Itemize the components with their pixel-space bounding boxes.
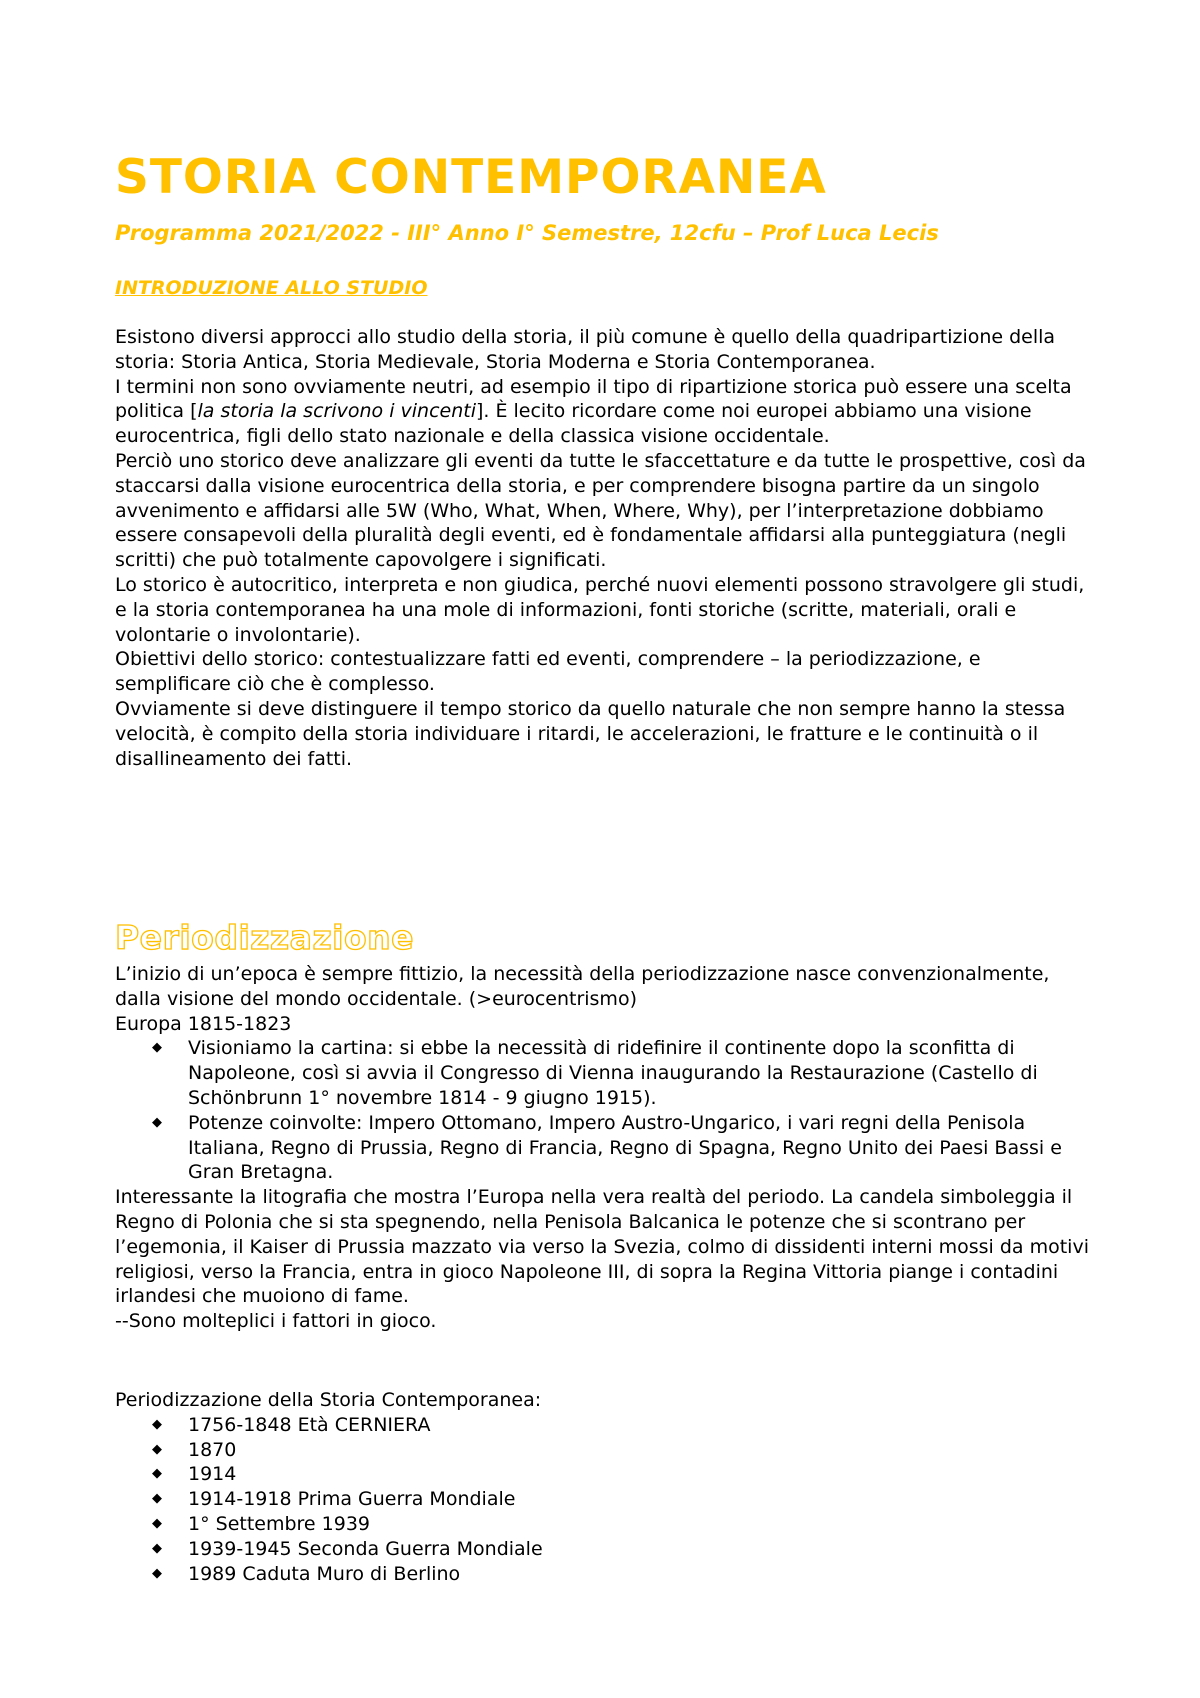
periodizzazione-paragraph: Interessante la litografia che mostra l’Europa nella vera realtà del periodo. La candela simboleggia il Regno di Polonia che si sta spegnendo, nella Penisola Balcanica le potenze che si scontrano per l’egemonia, il Kaiser di Prussia mazzato via verso la Svezia, colmo di dissidenti interni mossi da motivi religiosi, verso la Francia, entra in gioco Napoleone III, di sopra la Regina Vittoria piange i contadini irlandesi che muoiono di fame.: [115, 1186, 1089, 1308]
periodizzazione-body: [115, 962, 1095, 1334]
intro-paragraph: Perciò uno storico deve analizzare gli eventi da tutte le sfaccettature e da tutte le prospettive, così da staccarsi dalla visione eurocentrica della storia, e per comprendere bisogna partire da un singolo avvenimento e affidarsi alle 5W (Who, What, When, Where, Why), per l’interpretazione dobbiamo essere consapevoli della pluralità degli eventi, ed è fondamentale affidarsi alla punteggiatura (negli scritti) che può totalmente capovolgere i significati.: [115, 449, 1086, 572]
list-item-text: 1914-1918 Prima Guerra Mondiale: [188, 1488, 516, 1511]
list-item: [152, 1462, 1095, 1487]
list-item-text: 1° Settembre 1939: [188, 1512, 371, 1535]
diamond-bullet-icon: ◆: [152, 1540, 162, 1556]
list-item-text: 1756-1848 Età CERNIERA: [188, 1413, 431, 1436]
periods-intro: Periodizzazione della Storia Contemporanea:: [115, 1389, 542, 1411]
intro-paragraph: Obiettivi dello storico: contestualizzare fatti ed eventi, comprendere – la periodizzazione, e semplificare ciò che è complesso.: [115, 648, 981, 696]
list-item: [152, 1111, 1095, 1185]
diamond-bullet-icon: ◆: [152, 1114, 162, 1130]
list-item-text: 1870: [188, 1438, 237, 1461]
intro-paragraph: [115, 375, 1095, 449]
intro-paragraph: Lo storico è autocritico, interpreta e non giudica, perché nuovi elementi possono stravolgere gli studi, e la storia contemporanea ha una mole di informazioni, fonti storiche (scritte, materiali, orali e volontarie o involontarie).: [115, 573, 1085, 646]
list-item: [152, 1487, 1095, 1512]
list-item: [152, 1562, 1095, 1587]
list-item-text: Visioniamo la cartina: si ebbe la necessità di ridefinire il continente dopo la sconfitta di Napoleone, così si avvia il Congresso di Vienna inaugurando la Restaurazione (Castello di Schönbrunn 1° novembre 1814 - 9 giugno 1915).: [188, 1037, 1038, 1109]
list-item-text: 1914: [188, 1463, 237, 1486]
list-item-text: 1939-1945 Seconda Guerra Mondiale: [188, 1537, 543, 1560]
intro-paragraph: Esistono diversi approcci allo studio della storia, il più comune è quello della quadripartizione della storia: Storia Antica, Storia Medievale, Storia Moderna e Storia Contemporanea.: [115, 326, 1056, 373]
diamond-bullet-icon: ◆: [152, 1491, 162, 1507]
list-item-text: 1989 Caduta Muro di Berlino: [188, 1562, 461, 1585]
periodizzazione-paragraph: --Sono molteplici i fattori in gioco.: [115, 1310, 437, 1333]
intro-body: [115, 325, 1095, 771]
periods-bullet-list: [115, 1413, 1095, 1587]
intro-italic-quote: la storia la scrivono i vincenti: [197, 400, 476, 423]
diamond-bullet-icon: ◆: [152, 1040, 162, 1056]
periodizzazione-paragraph: L’inizio di un’epoca è sempre fittizio, la necessità della periodizzazione nasce convenzionalmente, dalla visione del mondo occidentale. (>eurocentrismo): [115, 963, 1050, 1010]
intro-text: I termini non sono ovviamente neutri, ad esempio il tipo di ripartizione storica può essere una scelta politica [: [115, 375, 1072, 423]
list-item-text: Potenze coinvolte: Impero Ottomano, Impero Austro-Ungarico, i vari regni della Penisola Italiana, Regno di Prussia, Regno di Francia, Regno di Spagna, Regno Unito dei Paesi Bassi e Gran Bretagna.: [188, 1111, 1062, 1184]
europe-bullet-list: [115, 1036, 1095, 1185]
periodizzazione-heading: Periodizzazione: [115, 918, 415, 957]
list-item: [152, 1512, 1095, 1537]
diamond-bullet-icon: ◆: [152, 1565, 162, 1581]
document-title: STORIA CONTEMPORANEA: [115, 150, 827, 205]
intro-heading: INTRODUZIONE ALLO STUDIO: [115, 277, 428, 299]
diamond-bullet-icon: ◆: [152, 1416, 162, 1432]
diamond-bullet-icon: ◆: [152, 1441, 162, 1457]
diamond-bullet-icon: ◆: [152, 1515, 162, 1531]
list-item: [152, 1413, 1095, 1438]
document-subtitle: Programma 2021/2022 - III° Anno I° Semestre, 12cfu – Prof Luca Lecis: [115, 221, 939, 245]
list-item: [152, 1036, 1095, 1110]
periods-block: [115, 1388, 1095, 1586]
list-item: [152, 1438, 1095, 1463]
intro-text: ]. È lecito ricordare come noi europei abbiamo una visione eurocentrica, figli dello stato nazionale e della classica visione occidentale.: [115, 400, 1032, 448]
periodizzazione-paragraph: Europa 1815-1823: [115, 1012, 292, 1035]
list-item: [152, 1537, 1095, 1562]
diamond-bullet-icon: ◆: [152, 1466, 162, 1482]
intro-paragraph: Ovviamente si deve distinguere il tempo storico da quello naturale che non sempre hanno la stessa velocità, è compito della storia individuare i ritardi, le accelerazioni, le fratture e le continuità o il disallineamento dei fatti.: [115, 697, 1066, 770]
